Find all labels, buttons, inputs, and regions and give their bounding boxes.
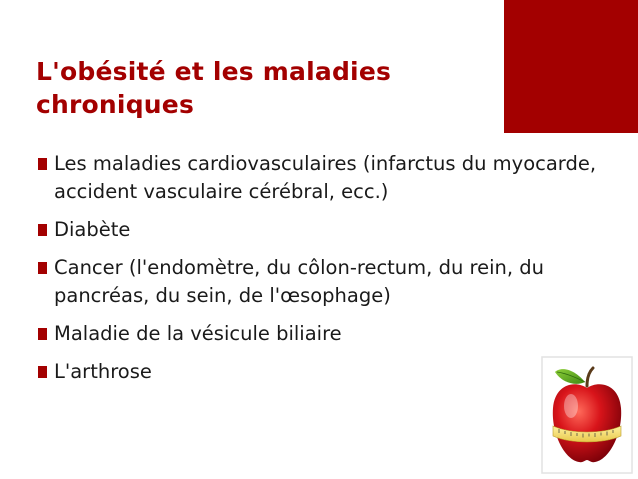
bullet-list [38, 150, 598, 396]
bullet-item [38, 254, 598, 310]
bullet-text: Diabète [54, 218, 131, 241]
bullet-marker-icon [38, 224, 47, 236]
bullet-item [38, 320, 598, 348]
apple-icon [541, 356, 633, 474]
red-accent-block [504, 0, 638, 133]
apple-with-measuring-tape-image [541, 356, 633, 474]
bullet-item [38, 216, 598, 244]
bullet-text: Maladie de la vésicule biliaire [54, 322, 342, 345]
bullet-item [38, 150, 598, 206]
bullet-text: L'arthrose [54, 360, 152, 383]
bullet-text: Les maladies cardiovasculaires (infarctus du myocarde, accident vasculaire cérébral, ecc.) [54, 152, 597, 203]
bullet-marker-icon [38, 366, 47, 378]
slide-title: L'obésité et les maladies chroniques [36, 57, 392, 119]
bullet-marker-icon [38, 262, 47, 274]
bullet-text: Cancer (l'endomètre, du côlon-rectum, du rein, du pancréas, du sein, de l'œsophage) [54, 256, 544, 307]
bullet-marker-icon [38, 158, 47, 170]
bullet-item [38, 358, 598, 386]
bullet-marker-icon [38, 328, 47, 340]
